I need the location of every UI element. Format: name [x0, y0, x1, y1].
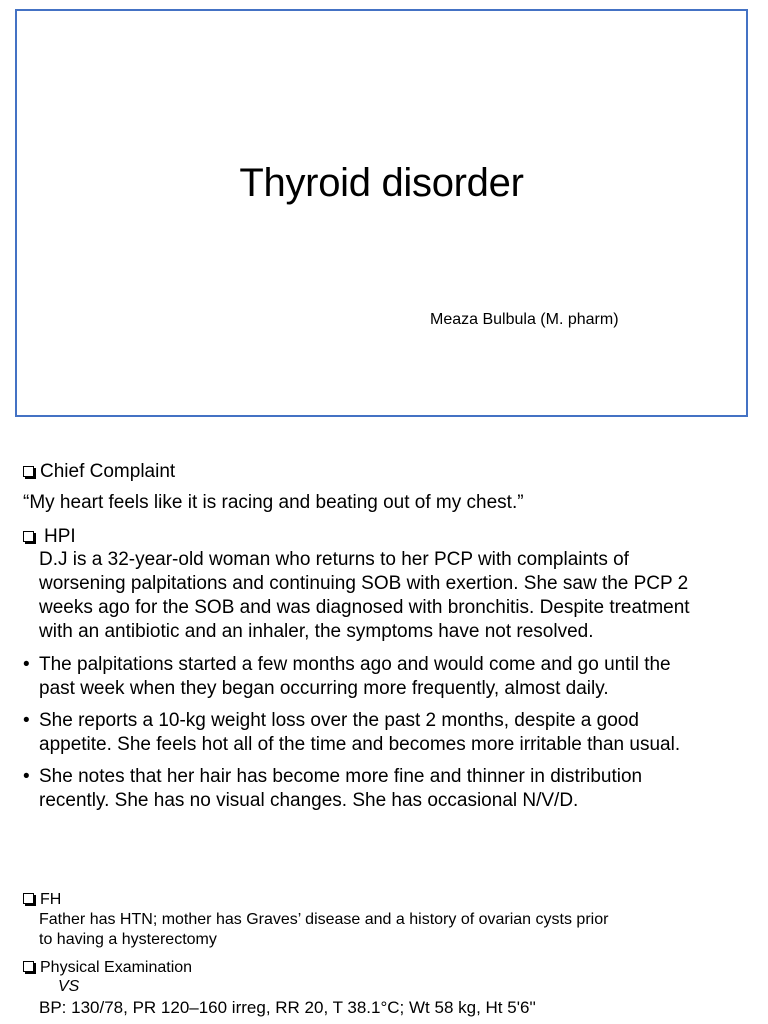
hpi-paragraph-line: with an antibiotic and an inhaler, the symptoms have not resolved.: [39, 621, 594, 642]
hpi-bullet-line: The palpitations started a few months ago and would come and go until the: [39, 654, 671, 675]
hpi-paragraph-line: weeks ago for the SOB and was diagnosed with bronchitis. Despite treatment: [39, 597, 690, 618]
vitals-line: BP: 130/78, PR 120–160 irreg, RR 20, T 38.1°C; Wt 58 kg, Ht 5'6'': [39, 998, 536, 1017]
hpi-bullet-line: She reports a 10-kg weight loss over the past 2 months, despite a good: [39, 710, 639, 731]
checkbox-icon: [23, 893, 34, 904]
title-slide: [15, 9, 748, 417]
physical-exam-label: Physical Examination: [40, 959, 193, 976]
fh-label: FH: [40, 891, 62, 908]
hpi-paragraph-line: D.J is a 32-year-old woman who returns to her PCP with complaints of: [39, 549, 629, 570]
checkbox-icon: [23, 466, 34, 477]
fh-heading: [23, 891, 61, 909]
hpi-heading: [23, 526, 76, 548]
fh-line: to having a hysterectomy: [39, 931, 217, 948]
hpi-bullet-line: past week when they began occurring more frequently, almost daily.: [39, 678, 609, 699]
chief-complaint-label: Chief Complaint: [40, 461, 176, 482]
fh-line: Father has HTN; mother has Graves’ disease and a history of ovarian cysts prior: [39, 911, 609, 928]
slide-title: Thyroid disorder: [239, 161, 524, 205]
hpi-bullet-line: She notes that her hair has become more fine and thinner in distribution: [39, 766, 643, 787]
physical-exam-heading: [23, 959, 192, 977]
hpi-bullet-line: appetite. She feels hot all of the time and becomes more irritable than usual.: [39, 734, 681, 755]
bullet-icon: •: [23, 766, 30, 787]
chief-complaint-quote: “My heart feels like it is racing and beating out of my chest.”: [23, 492, 524, 513]
hpi-paragraph-line: worsening palpitations and continuing SOB with exertion. She saw the PCP 2: [39, 573, 689, 594]
chief-complaint-heading: [23, 461, 175, 483]
hpi-label: HPI: [44, 526, 76, 547]
bullet-icon: •: [23, 710, 30, 731]
checkbox-icon: [23, 961, 34, 972]
checkbox-icon: [23, 531, 34, 542]
vs-label: VS: [58, 978, 80, 995]
bullet-icon: •: [23, 654, 30, 675]
slide-author: Meaza Bulbula (M. pharm): [430, 311, 619, 328]
hpi-bullet-line: recently. She has no visual changes. She has occasional N/V/D.: [39, 790, 579, 811]
